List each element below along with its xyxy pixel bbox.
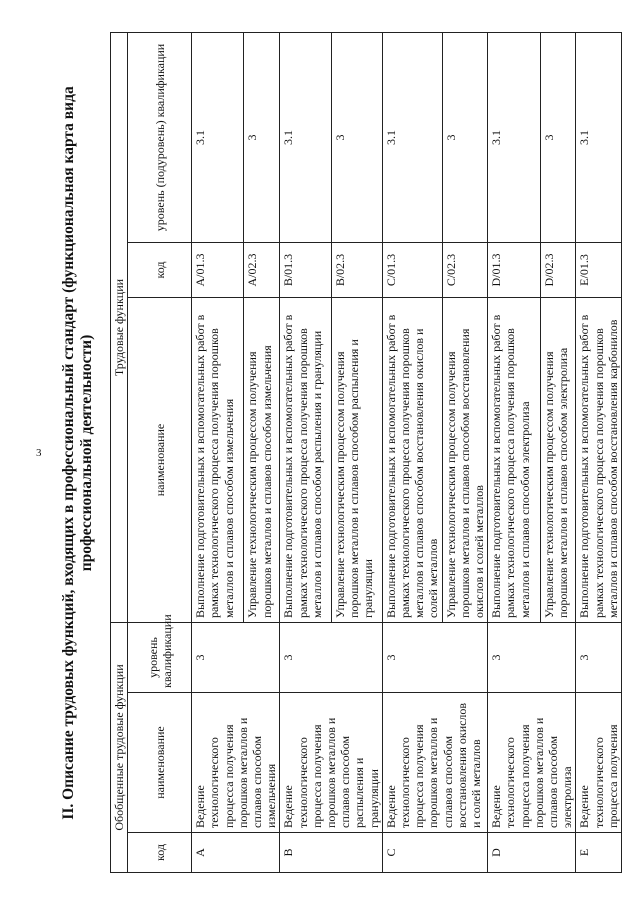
sublevel-cell: 3	[244, 33, 280, 243]
function-name-cell: Управление технологическим процессом получения порошков металлов и сплавов способом распыления и грануляции	[331, 298, 382, 623]
generalized-code-cell: A	[192, 833, 280, 873]
function-name-header: наименование	[128, 298, 192, 623]
qualification-level-cell: 3	[382, 623, 487, 693]
function-name-cell: Управление технологическим процессом получения порошков металлов и сплавов способом измельчения	[244, 298, 280, 623]
table-row	[488, 33, 540, 873]
function-code-cell: D/02.3	[540, 243, 576, 298]
section-title: II. Описание трудовых функций, входящих в профессиональный стандарт (функциональная карта вида профессиональной деятельности)	[60, 86, 95, 820]
function-code-cell: B/02.3	[331, 243, 382, 298]
function-code-cell: D/01.3	[488, 243, 540, 298]
function-name-cell: Управление технологическим процессом получения порошков металлов и сплавов способом электролиза	[540, 298, 576, 623]
function-code-cell: C/01.3	[382, 243, 442, 298]
function-name-cell: Управление технологическим процессом получения порошков металлов и сплавов способом восстановления окислов и солей металлов	[442, 298, 488, 623]
generalized-name-cell: Ведение технологического процесса получения порошков металлов и сплавов способом измельчения	[192, 693, 280, 833]
function-name-cell: Выполнение подготовительных и вспомогательных работ в рамках технологического процесса получения порошков металлов и сплавов способом восстановления карбонилов	[576, 298, 622, 623]
sublevel-cell: 3	[331, 33, 382, 243]
sublevel-cell: 3.1	[280, 33, 331, 243]
function-name-cell: Выполнение подготовительных и вспомогательных работ в рамках технологического процесса получения порошков металлов и сплавов способом восстановления окислов и солей металлов	[382, 298, 442, 623]
qualification-header: уровень квалификации	[128, 623, 192, 693]
sublevel-cell: 3.1	[488, 33, 540, 243]
sublevel-cell: 3.1	[382, 33, 442, 243]
qualification-level-cell: 3	[280, 623, 382, 693]
table-row	[192, 33, 244, 873]
function-code-cell: C/02.3	[442, 243, 488, 298]
table-row	[382, 33, 442, 873]
function-name-cell: Выполнение подготовительных и вспомогательных работ в рамках технологического процесса получения порошков металлов и сплавов способом измельчения	[192, 298, 244, 623]
sublevel-cell: 3	[540, 33, 576, 243]
rotated-page	[60, 33, 620, 873]
generalized-name-cell: Ведение технологического процесса получения	[576, 693, 622, 833]
function-code-cell: A/02.3	[244, 243, 280, 298]
sublevel-cell: 3.1	[576, 33, 622, 243]
generalized-code-cell: B	[280, 833, 382, 873]
generalized-code-cell: D	[488, 833, 576, 873]
qualification-level-cell: 3	[192, 623, 280, 693]
sublevel-header: уровень (подуровень) квалификации	[128, 33, 192, 243]
qualification-level-cell: 3	[576, 623, 622, 693]
function-code-header: код	[128, 243, 192, 298]
table-row	[280, 33, 331, 873]
function-code-cell: B/01.3	[280, 243, 331, 298]
page-number: 3	[36, 447, 42, 459]
qualification-level-cell: 3	[488, 623, 576, 693]
generalized-name-cell: Ведение технологического процесса получения порошков металлов и сплавов способом распыления и грануляции	[280, 693, 382, 833]
name-header: наименование	[128, 693, 192, 833]
code-header: код	[128, 833, 192, 873]
function-name-cell: Выполнение подготовительных и вспомогательных работ в рамках технологического процесса получения порошков металлов и сплавов способом электролиза	[488, 298, 540, 623]
generalized-code-cell: C	[382, 833, 487, 873]
sublevel-cell: 3.1	[192, 33, 244, 243]
function-code-cell: A/01.3	[192, 243, 244, 298]
functions-table	[110, 32, 622, 873]
generalized-name-cell: Ведение технологического процесса получения порошков металлов и сплавов способом электролиза	[488, 693, 576, 833]
generalized-code-cell: E	[576, 833, 622, 873]
generalized-functions-header: Обобщенные трудовые функции	[111, 623, 128, 873]
labor-functions-header: Трудовые функции	[111, 33, 128, 623]
sublevel-cell: 3	[442, 33, 488, 243]
function-name-cell: Выполнение подготовительных и вспомогательных работ в рамках технологического процесса получения порошков металлов и сплавов способом распыления и грануляции	[280, 298, 331, 623]
function-code-cell: E/01.3	[576, 243, 622, 298]
generalized-name-cell: Ведение технологического процесса получения порошков металлов и сплавов способом восстановления окислов и солей металлов	[382, 693, 487, 833]
table-row	[576, 33, 622, 873]
